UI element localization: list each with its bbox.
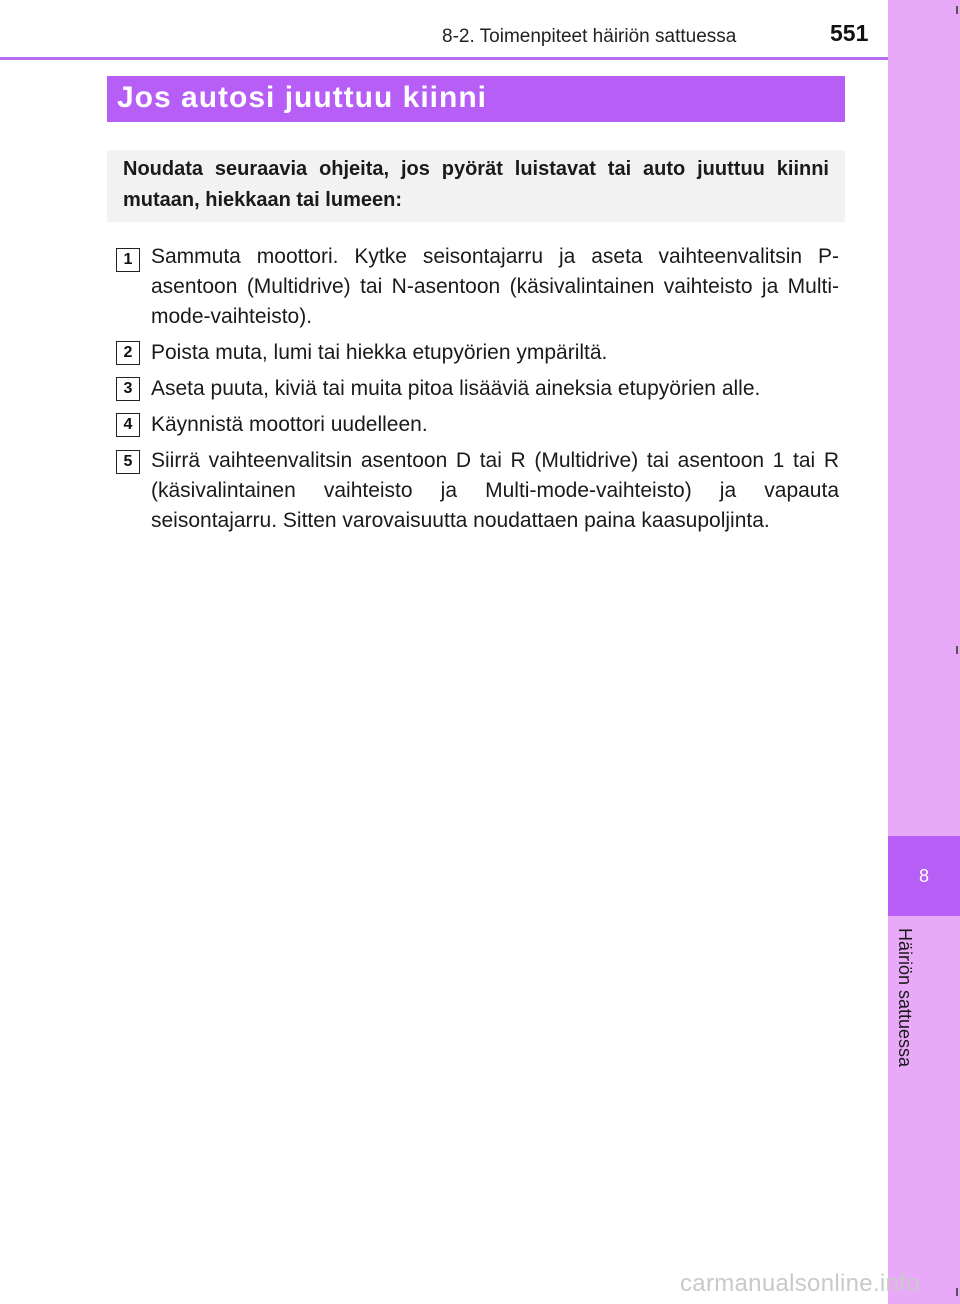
chapter-label: Häiriön sattuessa bbox=[895, 928, 915, 1068]
crop-mark bbox=[956, 1288, 958, 1296]
side-tab bbox=[888, 0, 960, 1304]
page-number: 551 bbox=[830, 20, 869, 46]
step-text-4: Käynnistä moottori uudelleen. bbox=[151, 413, 428, 436]
step-text-5: Siirrä vaihteenvalitsin asentoon D tai R (Multidrive) tai asentoon 1 tai R (käsivalintainen vaihteisto ja Multi-mode-vaihteisto) ja vapauta seisontajarru. Sitten varovaisuutta noudattaen paina kaasupoljinta. bbox=[151, 449, 839, 532]
intro-text: Noudata seuraavia ohjeita, jos pyörät luistavat tai auto juuttuu kiinni mutaan, hiekkaan tai lumeen: bbox=[123, 158, 829, 211]
chapter-number: 8 bbox=[918, 865, 929, 886]
step-number-2: 2 bbox=[116, 341, 140, 365]
section-header: 8-2. Toimenpiteet häiriön sattuessa bbox=[442, 26, 737, 47]
crop-mark bbox=[956, 646, 958, 654]
step-text-3: Aseta puuta, kiviä tai muita pitoa lisääviä aineksia etupyörien alle. bbox=[151, 377, 761, 400]
intro-box bbox=[107, 150, 845, 222]
step-number-1: 1 bbox=[116, 248, 140, 272]
step-number-3: 3 bbox=[116, 377, 140, 401]
watermark: carmanualsonline.info bbox=[680, 1270, 920, 1297]
page-title: Jos autosi juuttuu kiinni bbox=[117, 81, 487, 114]
chapter-number-box[interactable] bbox=[888, 836, 960, 916]
step-number-4: 4 bbox=[116, 413, 140, 437]
step-text-1: Sammuta moottori. Kytke seisontajarru ja aseta vaihteenvalitsin P-asentoon (Multidrive) tai N-asentoon (käsivalintainen vaihteisto ja Multi-mode-vaihteisto). bbox=[151, 245, 839, 328]
step-text-2: Poista muta, lumi tai hiekka etupyörien ympäriltä. bbox=[151, 341, 608, 364]
crop-mark bbox=[956, 6, 958, 14]
header-divider bbox=[0, 57, 888, 60]
title-bar bbox=[107, 76, 845, 122]
step-number-5: 5 bbox=[116, 450, 140, 474]
